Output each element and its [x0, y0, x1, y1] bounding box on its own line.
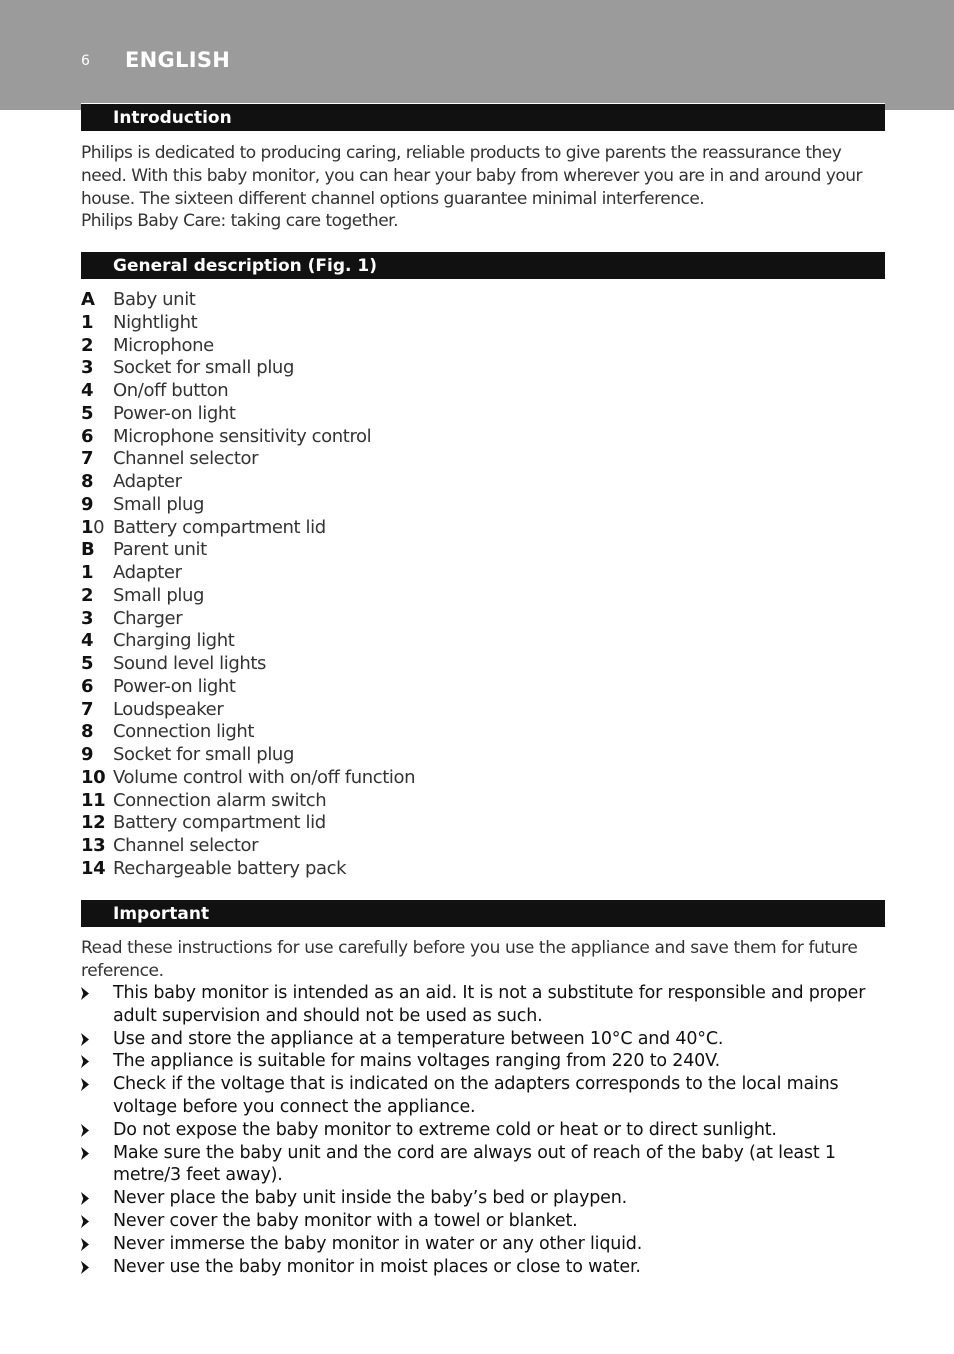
bullet-text: Use and store the appliance at a temperature between 10°C and 40°C.	[113, 1028, 724, 1049]
bullet-item	[81, 1050, 891, 1073]
parts-list-key: 1	[81, 562, 94, 583]
parts-list-key: 6	[81, 675, 94, 697]
section-header-introduction	[81, 103, 885, 131]
parts-list-label: Socket for small plug	[113, 744, 294, 765]
parts-list-item	[81, 721, 781, 744]
parts-list-key: B	[81, 539, 95, 561]
bullet-arrow-icon	[81, 1033, 89, 1046]
parts-list-label: Sound level lights	[113, 653, 266, 674]
bullet-arrow-icon	[81, 1261, 89, 1274]
parts-list-item	[81, 471, 781, 494]
parts-list-key: 14	[81, 857, 106, 879]
page-header	[0, 0, 954, 110]
parts-list-label: Power-on light	[113, 402, 236, 424]
section-header-general-description	[81, 251, 885, 279]
parts-list-key: 1	[81, 311, 94, 333]
bullet-text: Never immerse the baby monitor in water or any other liquid.	[113, 1233, 643, 1254]
parts-list-item	[81, 562, 781, 585]
parts-list-label: Adapter	[113, 471, 182, 492]
bullet-text: Check if the voltage that is indicated on the adapters corresponds to the local mains voltage before you connect the appliance.	[113, 1074, 839, 1117]
bullet-text: Never use the baby monitor in moist places or close to water.	[113, 1256, 641, 1277]
section-header-important	[81, 899, 885, 927]
parts-list-item	[81, 289, 781, 312]
parts-list-item	[81, 539, 781, 562]
parts-list-label: Charging light	[113, 630, 235, 652]
bullet-item	[81, 1210, 891, 1233]
parts-list-label: Battery compartment lid	[113, 812, 326, 834]
bullet-text: The appliance is suitable for mains voltages ranging from 220 to 240V.	[113, 1051, 720, 1072]
bullet-item	[81, 1142, 891, 1188]
parts-list-label: Connection alarm switch	[113, 789, 327, 811]
parts-list-item	[81, 380, 781, 403]
parts-list-label: Channel selector	[113, 448, 259, 470]
parts-list-label: Socket for small plug	[113, 357, 294, 379]
parts-list-label: Battery compartment lid	[113, 516, 326, 538]
section-title: General description (Fig. 1)	[113, 256, 377, 276]
parts-list-item	[81, 403, 781, 426]
parts-list-key: 7	[81, 698, 94, 720]
parts-list-key: 4	[81, 380, 94, 401]
parts-list-key: 8	[81, 721, 94, 743]
parts-list-item	[81, 858, 781, 881]
parts-list-item	[81, 744, 781, 767]
intro-paragraph: Philips is dedicated to producing caring, reliable products to give parents the reassurance they need. With this baby monitor, you can hear your baby from wherever you are in and around your house. The sixteen different channel options guarantee minimal interference.	[81, 143, 863, 209]
bullet-arrow-icon	[81, 987, 89, 1000]
parts-list-key: 3	[81, 357, 94, 379]
parts-list-item	[81, 676, 781, 699]
parts-list-label: Connection light	[113, 721, 255, 743]
parts-list-label: Parent unit	[113, 539, 207, 561]
parts-list-item	[81, 790, 781, 813]
section-title: Important	[113, 904, 210, 924]
bullet-arrow-icon	[81, 1124, 89, 1137]
bullet-item	[81, 1073, 891, 1119]
bullet-arrow-icon	[81, 1192, 89, 1205]
parts-list-item	[81, 357, 781, 380]
important-intro-text: Read these instructions for use carefully before you use the appliance and save them for future reference.	[81, 938, 858, 981]
parts-list-label: Channel selector	[113, 835, 259, 856]
language-heading: ENGLISH	[125, 48, 231, 72]
parts-list-key: 4	[81, 630, 94, 652]
bullet-text: Do not expose the baby monitor to extreme cold or heat or to direct sunlight.	[113, 1119, 777, 1140]
bullet-item	[81, 1187, 891, 1210]
parts-list-item	[81, 608, 781, 631]
bullet-item	[81, 1233, 891, 1256]
parts-list-label: On/off button	[113, 380, 229, 401]
parts-list-label: Microphone	[113, 334, 214, 356]
important-bullet-list	[81, 982, 891, 1278]
parts-list-key: 12	[81, 812, 106, 834]
parts-list-label: Volume control with on/off function	[113, 766, 416, 788]
parts-list-key: 3	[81, 607, 94, 629]
parts-list-label: Loudspeaker	[113, 698, 224, 720]
parts-list-key: 5	[81, 653, 94, 674]
bullet-text: Never cover the baby monitor with a towel or blanket.	[113, 1210, 578, 1231]
parts-list-label: Microphone sensitivity control	[113, 425, 372, 447]
important-intro	[81, 937, 891, 983]
parts-list-label: Charger	[113, 607, 183, 629]
parts-list-item	[81, 448, 781, 471]
intro-paragraph: Philips Baby Care: taking care together.	[81, 211, 398, 232]
parts-list-key: 7	[81, 448, 94, 470]
bullet-arrow-icon	[81, 1078, 89, 1091]
parts-list-key: 2	[81, 584, 94, 606]
parts-list-key: 10	[81, 516, 105, 538]
parts-list-label: Adapter	[113, 562, 182, 583]
bullet-arrow-icon	[81, 1238, 89, 1251]
parts-list-key: 9	[81, 744, 94, 765]
parts-list	[81, 289, 781, 881]
parts-list-item	[81, 494, 781, 517]
bullet-item	[81, 1119, 891, 1142]
bullet-item	[81, 1028, 891, 1051]
parts-list-label: Nightlight	[113, 311, 198, 333]
parts-list-item	[81, 699, 781, 722]
parts-list-label: Small plug	[113, 584, 204, 606]
page-number: 6	[81, 53, 90, 69]
bullet-arrow-icon	[81, 1215, 89, 1228]
parts-list-item	[81, 812, 781, 835]
bullet-text: Never place the baby unit inside the baby’s bed or playpen.	[113, 1188, 627, 1209]
bullet-item	[81, 982, 891, 1028]
parts-list-key: A	[81, 289, 95, 310]
parts-list-item	[81, 653, 781, 676]
bullet-text: This baby monitor is intended as an aid. It is not a substitute for responsible and proper adult supervision and should not be used as such.	[113, 983, 866, 1026]
parts-list-key: 9	[81, 493, 94, 515]
parts-list-label: Baby unit	[113, 289, 196, 310]
parts-list-label: Rechargeable battery pack	[113, 857, 347, 879]
parts-list-item	[81, 335, 781, 358]
parts-list-key: 5	[81, 402, 94, 424]
parts-list-item	[81, 517, 781, 540]
parts-list-key: 10	[81, 766, 106, 788]
parts-list-item	[81, 312, 781, 335]
parts-list-item	[81, 426, 781, 449]
parts-list-key: 11	[81, 789, 106, 811]
parts-list-key: 13	[81, 835, 106, 856]
bullet-arrow-icon	[81, 1055, 89, 1068]
parts-list-key: 8	[81, 471, 94, 492]
bullet-arrow-icon	[81, 1147, 89, 1160]
parts-list-item	[81, 835, 781, 858]
parts-list-label: Power-on light	[113, 675, 236, 697]
section-title: Introduction	[113, 108, 232, 128]
parts-list-key: 6	[81, 425, 94, 447]
parts-list-item	[81, 585, 781, 608]
parts-list-label: Small plug	[113, 493, 204, 515]
parts-list-item	[81, 630, 781, 653]
parts-list-key: 2	[81, 334, 94, 356]
parts-list-item	[81, 767, 781, 790]
bullet-item	[81, 1256, 891, 1279]
bullet-text: Make sure the baby unit and the cord are always out of reach of the baby (at least 1 metre/3 feet away).	[113, 1142, 836, 1186]
intro-text	[81, 142, 891, 233]
